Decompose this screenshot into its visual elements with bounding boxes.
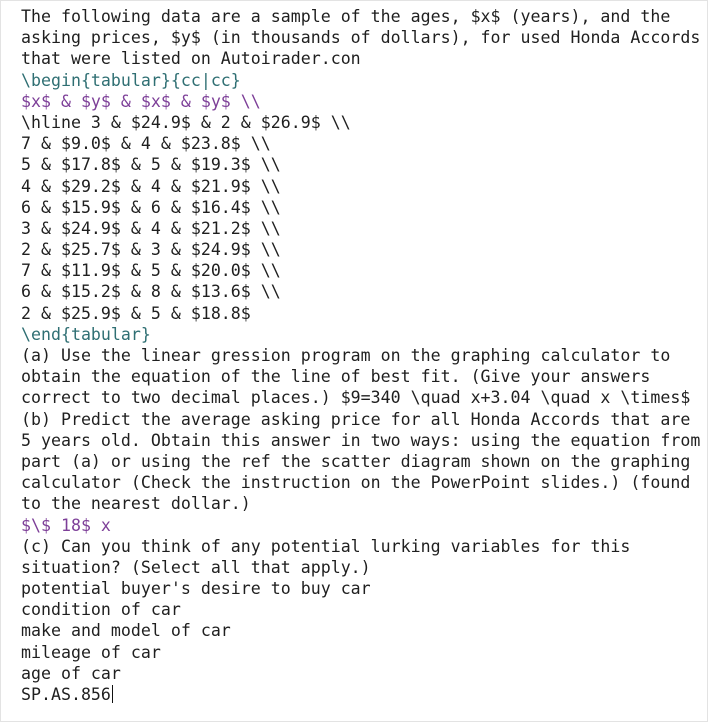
- last-line-text: SP.AS.856: [21, 685, 111, 704]
- document-text[interactable]: [21, 6, 700, 705]
- text-line: that were listed on Autoirader.con: [21, 49, 361, 69]
- question-a-answer-line: correct to two decimal places.) $9=340 \quad x+3.04 \quad x \times$: [21, 388, 691, 408]
- option-line: condition of car: [21, 600, 181, 620]
- table-row-line: \hline 3 & $24.9$ & 2 & $26.9$ \\: [21, 112, 351, 132]
- last-line: [21, 684, 700, 705]
- question-c-line: situation? (Select all that apply.): [21, 557, 371, 577]
- text-line: asking prices, $y$ (in thousands of dollars), for used Honda Accords: [21, 28, 701, 48]
- table-row-line: 6 & $15.2$ & 8 & $13.6$ \\: [21, 282, 281, 302]
- question-a-line: obtain the equation of the line of best fit. (Give your answers: [21, 367, 651, 387]
- question-b-line: (b) Predict the average asking price for all Honda Accords that are: [21, 409, 691, 429]
- table-row-line: 7 & $11.9$ & 5 & $20.0$ \\: [21, 261, 281, 281]
- table-row-line: 3 & $24.9$ & 4 & $21.2$ \\: [21, 218, 281, 238]
- question-b-line: part (a) or using the ref the scatter diagram shown on the graphing: [21, 451, 691, 471]
- latex-end-line: \end{tabular}: [21, 324, 151, 344]
- latex-begin-line: \begin{tabular}{cc|cc}: [21, 70, 241, 90]
- question-a-line: (a) Use the linear gression program on the graphing calculator to: [21, 346, 671, 365]
- text-line: The following data are a sample of the ages, $x$ (years), and the: [21, 7, 671, 26]
- question-b-answer-line: $\$ 18$ x: [21, 515, 111, 535]
- option-line: potential buyer's desire to buy car: [21, 579, 371, 599]
- question-c-line: (c) Can you think of any potential lurking variables for this: [21, 536, 631, 556]
- option-line: age of car: [21, 663, 121, 683]
- table-row-line: 6 & $15.9$ & 6 & $16.4$ \\: [21, 197, 281, 217]
- table-row-line: 2 & $25.7$ & 3 & $24.9$ \\: [21, 240, 281, 260]
- question-b-line: to the nearest dollar.): [21, 494, 251, 514]
- table-row-line: 5 & $17.8$ & 5 & $19.3$ \\: [21, 155, 281, 175]
- question-b-line: 5 years old. Obtain this answer in two ways: using the equation from: [21, 430, 701, 450]
- option-line: mileage of car: [21, 642, 161, 662]
- table-row-line: 7 & $9.0$ & 4 & $23.8$ \\: [21, 134, 271, 154]
- option-line: make and model of car: [21, 621, 231, 641]
- question-b-line: calculator (Check the instruction on the PowerPoint slides.) (found: [21, 473, 691, 493]
- table-row-line: 2 & $25.9$ & 5 & $18.8$: [21, 303, 251, 323]
- text-cursor: [112, 685, 113, 703]
- table-header-line: $x$ & $y$ & $x$ & $y$ \\: [21, 91, 261, 111]
- table-row-line: 4 & $29.2$ & 4 & $21.9$ \\: [21, 176, 281, 196]
